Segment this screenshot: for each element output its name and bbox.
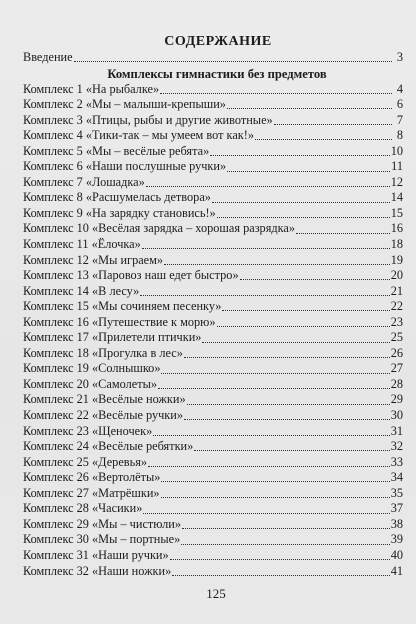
dot-leader bbox=[296, 233, 390, 234]
toc-entry-page: 7 bbox=[396, 112, 403, 127]
toc-entry-label: Комплекс 3 «Птицы, рыбы и другие животные» bbox=[23, 112, 273, 127]
toc-entry bbox=[23, 330, 403, 346]
toc-entry-page: 38 bbox=[390, 516, 403, 531]
toc-entry-page: 12 bbox=[390, 174, 403, 189]
dot-leader bbox=[227, 171, 390, 172]
toc-entry-label: Комплекс 31 «Наши ручки» bbox=[23, 547, 169, 562]
dot-leader bbox=[161, 481, 389, 482]
toc-entry-label: Комплекс 11 «Ёлочка» bbox=[23, 237, 141, 252]
toc-entry bbox=[23, 424, 403, 440]
toc-entry bbox=[23, 548, 403, 564]
dot-leader bbox=[74, 61, 392, 62]
toc-entry-page: 8 bbox=[396, 128, 403, 143]
toc-entry bbox=[23, 237, 403, 253]
toc-entry-page: 33 bbox=[390, 454, 403, 469]
toc-entry bbox=[23, 190, 403, 206]
dot-leader bbox=[222, 310, 389, 311]
toc-entry bbox=[23, 175, 403, 191]
toc-entry-page: 3 bbox=[396, 50, 403, 64]
section-heading: Комплексы гимнастики без предметов bbox=[107, 66, 327, 81]
toc-entry-page: 15 bbox=[390, 205, 403, 220]
toc-entry-intro bbox=[23, 50, 403, 66]
toc-entry-label: Комплекс 27 «Матрёшки» bbox=[23, 485, 160, 500]
dot-leader bbox=[164, 264, 390, 265]
toc-entry-page: 31 bbox=[390, 423, 403, 438]
toc-entry-label: Комплекс 9 «На зарядку становись!» bbox=[23, 205, 216, 220]
toc-entry-page: 19 bbox=[390, 252, 403, 267]
toc-entry-label: Комплекс 14 «В лесу» bbox=[23, 283, 140, 298]
toc-entry-label: Комплекс 8 «Расшумелась детвора» bbox=[23, 190, 211, 205]
toc-entry bbox=[23, 159, 403, 175]
toc-entry bbox=[23, 82, 403, 98]
dot-leader bbox=[148, 466, 390, 467]
toc-entry bbox=[23, 221, 403, 237]
toc-entry-label: Введение bbox=[23, 50, 73, 64]
dot-leader bbox=[255, 139, 392, 140]
toc-entry-label: Комплекс 22 «Весёлые ручки» bbox=[23, 408, 184, 423]
toc-entry bbox=[23, 392, 403, 408]
dot-leader bbox=[182, 528, 390, 529]
toc-entry-label: Комплекс 5 «Мы – весёлые ребята» bbox=[23, 143, 210, 158]
dot-leader bbox=[161, 373, 389, 374]
toc-entry bbox=[23, 144, 403, 160]
toc-entry-label: Комплекс 30 «Мы – портные» bbox=[23, 532, 181, 547]
dot-leader bbox=[170, 559, 390, 560]
toc-entry-label: Комплекс 32 «Наши ножки» bbox=[23, 563, 172, 578]
toc-entry-page: 18 bbox=[390, 237, 403, 252]
toc-entry-page: 10 bbox=[390, 143, 403, 158]
toc-entry bbox=[23, 206, 403, 222]
toc-entry bbox=[23, 128, 403, 144]
dot-leader bbox=[146, 186, 390, 187]
toc-entry-label: Комплекс 19 «Солнышко» bbox=[23, 361, 161, 376]
toc-entry bbox=[23, 486, 403, 502]
toc-entry-page: 6 bbox=[396, 97, 403, 112]
dot-leader bbox=[161, 497, 390, 498]
toc-entry-page: 26 bbox=[390, 345, 403, 360]
toc-entry-page: 20 bbox=[390, 268, 403, 283]
toc-entry-label: Комплекс 10 «Весёлая зарядка – хорошая разрядка» bbox=[23, 221, 296, 236]
toc-entry bbox=[23, 253, 403, 269]
toc-entry-page: 41 bbox=[390, 563, 403, 578]
toc-entry bbox=[23, 501, 403, 517]
toc-entry-label: Комплекс 4 «Тики-так – мы умеем вот как!» bbox=[23, 128, 254, 143]
dot-leader bbox=[217, 326, 390, 327]
toc-entry-label: Комплекс 18 «Прогулка в лес» bbox=[23, 345, 183, 360]
toc-entry bbox=[23, 408, 403, 424]
toc-entry bbox=[23, 299, 403, 315]
dot-leader bbox=[227, 108, 392, 109]
toc-entry bbox=[23, 455, 403, 471]
dot-leader bbox=[184, 357, 390, 358]
toc-entry-page: 25 bbox=[390, 330, 403, 345]
dot-leader bbox=[172, 575, 389, 576]
toc-entry-label: Комплекс 17 «Прилетели птички» bbox=[23, 330, 202, 345]
toc-entry-page: 37 bbox=[390, 501, 403, 516]
toc-entry bbox=[23, 97, 403, 113]
toc-entry-label: Комплекс 15 «Мы сочиняем песенку» bbox=[23, 299, 222, 314]
toc-entry bbox=[23, 517, 403, 533]
toc-entry-label: Комплекс 6 «Наши послушные ручки» bbox=[23, 159, 227, 174]
toc-entry-label: Комплекс 13 «Паровоз наш едет быстро» bbox=[23, 268, 239, 283]
dot-leader bbox=[274, 124, 392, 125]
toc-entry-label: Комплекс 2 «Мы – малыши-крепыши» bbox=[23, 97, 226, 112]
toc-entry bbox=[23, 346, 403, 362]
toc-entry bbox=[23, 361, 403, 377]
dot-leader bbox=[240, 279, 390, 280]
toc-entry-label: Комплекс 1 «На рыбалке» bbox=[23, 81, 160, 96]
toc-entry bbox=[23, 439, 403, 455]
toc-entry-page: 27 bbox=[390, 361, 403, 376]
toc-entry-label: Комплекс 21 «Весёлые ножки» bbox=[23, 392, 186, 407]
toc-entry bbox=[23, 564, 403, 580]
toc-entry-page: 30 bbox=[390, 408, 403, 423]
toc-entry-label: Комплекс 12 «Мы играем» bbox=[23, 252, 164, 267]
dot-leader bbox=[217, 217, 390, 218]
toc-entry bbox=[23, 315, 403, 331]
toc-entry-page: 11 bbox=[391, 159, 403, 174]
toc-entry-page: 32 bbox=[390, 439, 403, 454]
toc-entry-page: 35 bbox=[390, 485, 403, 500]
dot-leader bbox=[153, 435, 389, 436]
dot-leader bbox=[202, 342, 389, 343]
dot-leader bbox=[210, 155, 389, 156]
toc-entry bbox=[23, 532, 403, 548]
toc-entry-page: 14 bbox=[390, 190, 403, 205]
toc-entry bbox=[23, 470, 403, 486]
toc-entry-label: Комплекс 20 «Самолеты» bbox=[23, 376, 157, 391]
toc-entry-label: Комплекс 29 «Мы – чистюли» bbox=[23, 516, 182, 531]
dot-leader bbox=[212, 202, 390, 203]
toc-entry-label: Комплекс 28 «Часики» bbox=[23, 501, 143, 516]
toc-entry-label: Комплекс 23 «Щеночек» bbox=[23, 423, 153, 438]
toc-entry-label: Комплекс 25 «Деревья» bbox=[23, 454, 148, 469]
toc-entry-list bbox=[23, 82, 403, 580]
dot-leader bbox=[142, 248, 390, 249]
dot-leader bbox=[184, 419, 390, 420]
table-of-contents bbox=[23, 33, 403, 579]
page-number: 125 bbox=[206, 586, 226, 601]
toc-entry-page: 16 bbox=[390, 221, 403, 236]
dot-leader bbox=[160, 93, 392, 94]
toc-entry bbox=[23, 284, 403, 300]
toc-entry-page: 23 bbox=[390, 314, 403, 329]
dot-leader bbox=[143, 513, 389, 514]
dot-leader bbox=[181, 544, 389, 545]
dot-leader bbox=[187, 404, 390, 405]
toc-entry-label: Комплекс 24 «Весёлые ребятки» bbox=[23, 439, 194, 454]
toc-entry-page: 22 bbox=[390, 299, 403, 314]
dot-leader bbox=[140, 295, 389, 296]
toc-entry-page: 4 bbox=[396, 81, 403, 96]
toc-entry-page: 34 bbox=[390, 470, 403, 485]
toc-entry-label: Комплекс 26 «Вертолёты» bbox=[23, 470, 161, 485]
toc-entry-page: 39 bbox=[390, 532, 403, 547]
toc-entry bbox=[23, 113, 403, 129]
toc-title: СОДЕРЖАНИЕ bbox=[164, 34, 272, 49]
toc-entry-page: 28 bbox=[390, 376, 403, 391]
toc-entry bbox=[23, 377, 403, 393]
toc-entry-label: Комплекс 16 «Путешествие к морю» bbox=[23, 314, 216, 329]
toc-entry-page: 40 bbox=[390, 547, 403, 562]
dot-leader bbox=[158, 388, 390, 389]
toc-entry-label: Комплекс 7 «Лошадка» bbox=[23, 174, 145, 189]
dot-leader bbox=[194, 450, 389, 451]
toc-entry bbox=[23, 268, 403, 284]
toc-entry-page: 21 bbox=[390, 283, 403, 298]
toc-entry-page: 29 bbox=[390, 392, 403, 407]
